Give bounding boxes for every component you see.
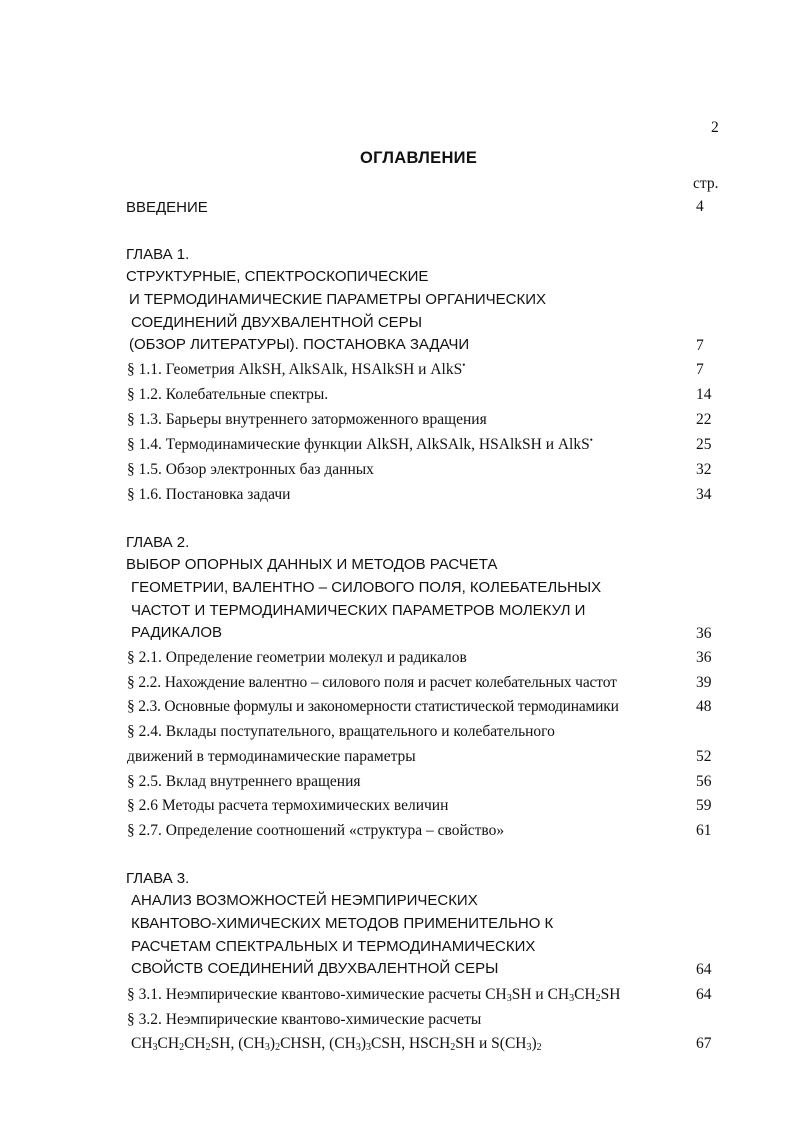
chapter3-label: ГЛАВА 3. [126, 870, 190, 887]
toc-page-section: 61 [696, 822, 712, 839]
chapter3-title-line: АНАЛИЗ ВОЗМОЖНОСТЕЙ НЕЭМПИРИЧЕСКИХ [131, 892, 478, 909]
toc-page-section: 56 [696, 773, 712, 790]
toc-page-section: 67 [696, 1035, 712, 1052]
toc-entry-section-2-2[interactable]: § 2.2. Нахождение валентно – силового поля и расчет колебательных частот [127, 674, 617, 691]
toc-page-section: 52 [696, 748, 712, 765]
toc-entry-section-3-2-formulas[interactable]: $CH_3CH_2CH_2SH$, $(CH_3)_2CHSH$, $(CH_3)_3CSH$, $HSCH_2SH$ и $S(CH_3)_2$ [131, 1035, 542, 1053]
chapter3-title-line[interactable]: СВОЙСТВ СОЕДИНЕНИЙ ДВУХВАЛЕНТНОЙ СЕРЫ [131, 960, 499, 977]
toc-entry-section-1-6[interactable]: § 1.6. Постановка задачи [127, 486, 291, 503]
toc-page-section: 64 [696, 986, 712, 1003]
toc-page-section: 25 [696, 436, 712, 453]
toc-page-section: 22 [696, 411, 712, 428]
toc-entry-section-1-2[interactable]: § 1.2. Колебательные спектры. [127, 386, 329, 403]
toc-page-section: 59 [696, 797, 712, 814]
chapter3-title-line: КВАНТОВО-ХИМИЧЕСКИХ МЕТОДОВ ПРИМЕНИТЕЛЬНО К [131, 915, 554, 932]
chapter1-title-line: И ТЕРМОДИНАМИЧЕСКИЕ ПАРАМЕТРЫ ОРГАНИЧЕСКИХ [129, 291, 547, 308]
toc-entry-section-2-4[interactable]: § 2.4. Вклады поступательного, вращательного и колебательного [127, 723, 555, 740]
chapter3-title-line: РАСЧЕТАМ СПЕКТРАЛЬНЫХ И ТЕРМОДИНАМИЧЕСКИХ [131, 938, 536, 955]
chapter1-title-line[interactable]: (ОБЗОР ЛИТЕРАТУРЫ). ПОСТАНОВКА ЗАДАЧИ [129, 336, 470, 353]
page-column-label: стр. [693, 175, 719, 192]
toc-entry-section-1-3[interactable]: § 1.3. Барьеры внутреннего заторможенного вращения [127, 411, 487, 428]
toc-page-chapter3: 64 [696, 961, 712, 978]
chapter2-title-line[interactable]: РАДИКАЛОВ [131, 624, 223, 641]
toc-title: ОГЛАВЛЕНИЕ [360, 149, 478, 167]
chapter2-label: ГЛАВА 2. [126, 534, 190, 551]
toc-entry-section-1-4[interactable]: § 1.4. Термодинамические функции AlkSH, AlkSAlk, HSAlkSH и AlkS• [127, 435, 593, 453]
toc-entry-section-1-1[interactable]: § 1.1. Геометрия AlkSH, AlkSAlk, HSAlkSH и AlkS• [127, 360, 466, 378]
toc-page-section: 32 [696, 461, 712, 478]
toc-page-section: 39 [696, 674, 712, 691]
chapter2-title-line: ГЕОМЕТРИИ, ВАЛЕНТНО – СИЛОВОГО ПОЛЯ, КОЛЕБАТЕЛЬНЫХ [131, 579, 602, 596]
toc-page-section: 7 [696, 361, 704, 378]
chapter2-title-line: ЧАСТОТ И ТЕРМОДИНАМИЧЕСКИХ ПАРАМЕТРОВ МОЛЕКУЛ И [131, 602, 586, 619]
chapter2-title-line: ВЫБОР ОПОРНЫХ ДАННЫХ И МЕТОДОВ РАСЧЕТА [126, 556, 498, 573]
toc-page-section: 48 [696, 698, 712, 715]
toc-entry-section-2-4-cont[interactable]: движений в термодинамические параметры [127, 748, 416, 765]
chapter1-title-line: СТРУКТУРНЫЕ, СПЕКТРОСКОПИЧЕСКИЕ [126, 268, 429, 285]
toc-page-chapter1: 7 [696, 337, 704, 354]
toc-page-section: 36 [696, 649, 712, 666]
page-number: 2 [711, 119, 719, 136]
chapter1-title-line: СОЕДИНЕНИЙ ДВУХВАЛЕНТНОЙ СЕРЫ [131, 314, 422, 331]
toc-page-section: 34 [696, 486, 712, 503]
toc-entry-section-3-2[interactable]: § 3.2. Неэмпирические квантово-химические расчеты [127, 1011, 482, 1028]
toc-entry-section-2-1[interactable]: § 2.1. Определение геометрии молекул и радикалов [127, 649, 467, 666]
chapter1-label: ГЛАВА 1. [126, 246, 190, 263]
toc-entry-section-2-3[interactable]: § 2.3. Основные формулы и закономерности статистической термодинамики [127, 698, 619, 715]
toc-page-section: 14 [696, 386, 712, 403]
toc-entry-intro[interactable]: ВВЕДЕНИЕ [126, 199, 208, 216]
toc-page-intro: 4 [696, 198, 704, 215]
toc-entry-section-1-5[interactable]: § 1.5. Обзор электронных баз данных [127, 461, 374, 478]
toc-page-chapter2: 36 [696, 625, 712, 642]
toc-entry-section-2-6[interactable]: § 2.6 Методы расчета термохимических величин [127, 797, 449, 814]
toc-entry-section-3-1[interactable]: § 3.1. Неэмпирические квантово-химические расчеты $CH_3SH$ и $CH_3CH_2SH$ [127, 986, 621, 1004]
toc-entry-section-2-7[interactable]: § 2.7. Определение соотношений «структура – свойство» [127, 822, 505, 839]
toc-entry-section-2-5[interactable]: § 2.5. Вклад внутреннего вращения [127, 773, 361, 790]
